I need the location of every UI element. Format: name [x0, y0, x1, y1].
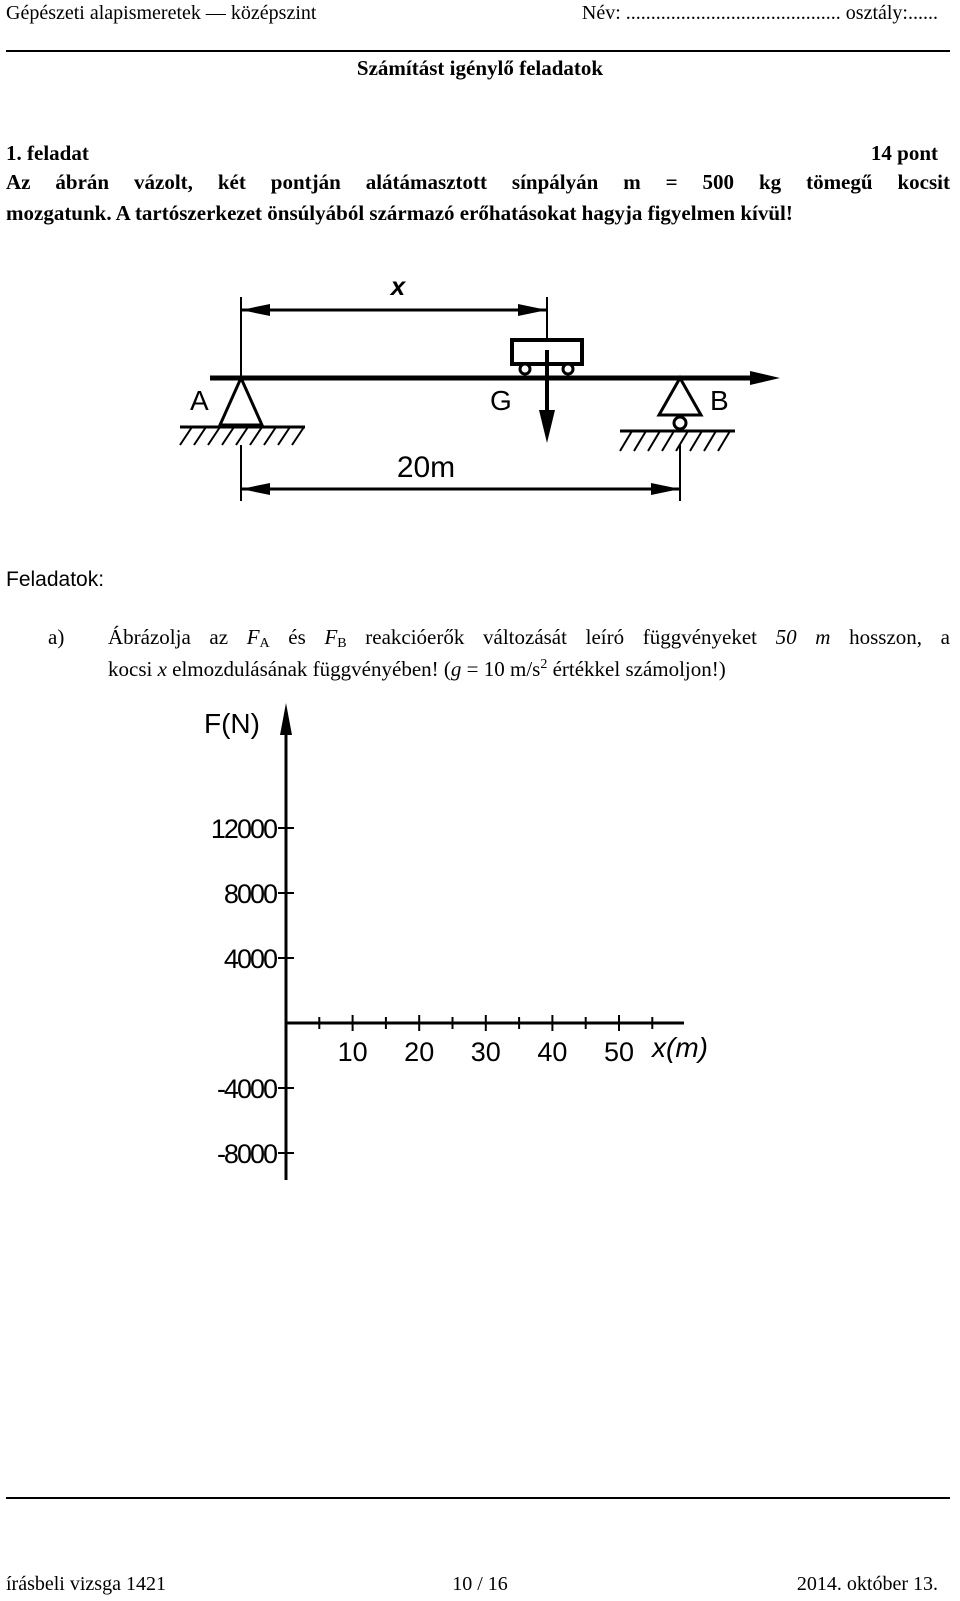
task-number: 1. feladat — [6, 141, 89, 165]
tasks-heading: Feladatok: — [6, 568, 105, 591]
x-tick-label: 50 — [603, 1037, 635, 1067]
footer-exam: írásbeli vizsga 1421 — [6, 1573, 166, 1595]
y-ticks — [211, 814, 294, 1169]
item-a-letter: a) — [48, 625, 65, 649]
x-tick-label: 30 — [470, 1037, 501, 1067]
cart — [512, 340, 582, 443]
footer-rule — [6, 1497, 950, 1499]
y-tick-label: -8000 — [216, 1139, 276, 1169]
footer-date: 2014. október 13. — [796, 1573, 938, 1595]
task-intro-line-1: Az ábrán vázolt, két pontján alátámasztott sínpályán m = 500 kg tömegű kocsit — [6, 170, 950, 194]
y-tick-label: 4000 — [223, 944, 276, 974]
header-rule — [6, 50, 950, 52]
force-graph-axes — [180, 695, 740, 1195]
item-a-line-1: Ábrázolja az $F_A$ és $F_B$ reakcióerők változását leíró függvényeket 50 m hosszon, a — [108, 625, 950, 651]
y-tick-label: -4000 — [216, 1074, 276, 1104]
page-header — [0, 0, 960, 30]
x-axis-label: x(m) — [652, 1032, 708, 1063]
section-title: Számítást igénylő feladatok — [356, 56, 604, 80]
y-axis-arrow — [280, 703, 292, 735]
label-b: B — [710, 385, 729, 416]
task-intro-line-2: mozgatunk. A tartószerkezet önsúlyából származó erőhatásokat hagyja figyelmen kívül! — [6, 201, 793, 225]
x-tick-label: 40 — [537, 1037, 568, 1067]
label-g: G — [490, 385, 512, 416]
y-axis-label: F(N) — [204, 708, 260, 739]
beam-diagram — [170, 265, 790, 515]
span-label: 20m — [396, 451, 456, 484]
y-tick-label: 12000 — [210, 814, 276, 844]
header-name-class-field: Név: ........................................... osztály:...... — [581, 2, 938, 24]
x-tick-label: 10 — [337, 1037, 368, 1067]
x-label: x — [390, 271, 406, 301]
label-a: A — [190, 385, 209, 416]
span-dimension — [241, 445, 680, 501]
footer-page-number: 10 / 16 — [452, 1573, 508, 1595]
x-tick-label: 20 — [404, 1037, 435, 1067]
task-points: 14 pont — [870, 141, 938, 165]
y-tick-label: 8000 — [223, 879, 276, 909]
beam — [210, 371, 780, 385]
item-a-line-2: kocsi x elmozdulásának függvényében! (g = 10 $m/s^2$ értékkel számoljon!) — [108, 657, 726, 681]
x-dimension — [241, 271, 547, 380]
header-subject: Gépészeti alapismeretek — középszint — [6, 2, 317, 24]
